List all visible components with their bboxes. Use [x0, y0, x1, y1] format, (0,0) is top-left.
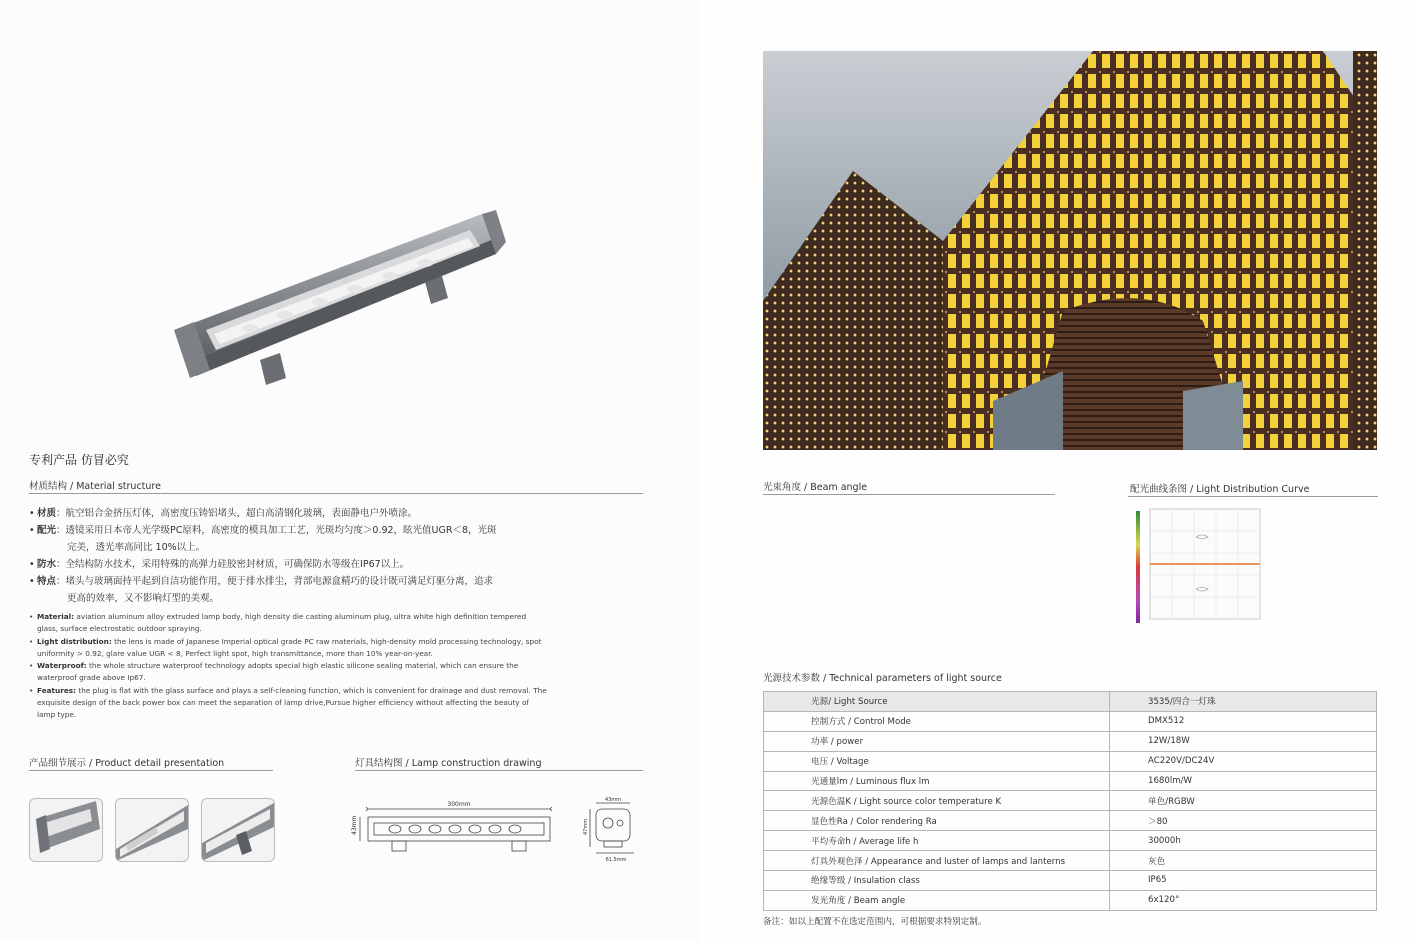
- detail-section-title: 产品细节展示 / Product detail presentation: [29, 758, 225, 769]
- param-key: 功率 / power: [764, 731, 1110, 751]
- param-key: 灯具外观色泽 / Appearance and luster of lamps and lanterns: [764, 851, 1110, 871]
- beam-section-title: 光束角度 / Beam angle: [763, 482, 868, 493]
- slogan: 专利产品 仿冒必究: [29, 453, 129, 467]
- params-row: [764, 890, 1377, 910]
- detail-rule: [29, 770, 273, 771]
- params-row: [764, 731, 1377, 751]
- feature-zh-features-cont: 更高的效率，又不影响灯型的美观。: [67, 593, 220, 604]
- param-key: 电压 / Voltage: [764, 751, 1110, 771]
- params-note: 备注：如以上配置不在选定范围内，可根据要求特别定制。: [763, 917, 987, 927]
- param-key: 显色性Ra / Color rendering Ra: [764, 811, 1110, 831]
- params-row: [764, 831, 1377, 851]
- curve-rule: [1128, 496, 1378, 497]
- param-value: 单色/RGBW: [1110, 791, 1377, 811]
- beam-rule: [763, 494, 1055, 495]
- feature-en-waterproof: • Waterproof: the whole structure waterproof technology adopts special high elastic silicone sealing material, which can ensure the waterproof grade above Ip67.: [29, 660, 549, 685]
- drawing-side-width-label: 43mm: [604, 797, 622, 803]
- features-en-list: [29, 611, 549, 722]
- feature-zh-light: • 配光：透镜采用日本帝人光学级PC原料，高密度的模具加工工艺，光斑均匀度＞0.92，眩光值UGR＜8，光斑: [29, 522, 639, 539]
- params-row: [764, 851, 1377, 871]
- param-value: 1680lm/W: [1110, 771, 1377, 791]
- param-key: 发光角度 / Beam angle: [764, 890, 1110, 910]
- detail-thumb-2: [115, 798, 189, 862]
- param-value: 12W/18W: [1110, 731, 1377, 751]
- param-value: DMX512: [1110, 711, 1377, 731]
- drawing-side-depth-label: 61.5mm: [605, 857, 627, 863]
- material-section-title: 材质结构 / Material structure: [29, 481, 161, 492]
- feature-zh-material: • 材质：航空铝合金挤压灯体，高密度压铸铝堵头，超白高清钢化玻璃，表面静电户外喷涂。: [29, 505, 639, 522]
- param-value: ＞80: [1110, 811, 1377, 831]
- params-row: [764, 692, 1377, 712]
- curve-section-title: 配光曲线条图 / Light Distribution Curve: [1130, 484, 1310, 495]
- params-row: [764, 771, 1377, 791]
- drawing-side-height-label: 47mm: [583, 818, 589, 835]
- params-row: [764, 711, 1377, 731]
- param-key: 绝缘等级 / Insulation class: [764, 871, 1110, 891]
- feature-zh-light-cont: 完美，透光率高同比 10%以上。: [67, 542, 206, 553]
- param-key: 平均寿命h / Average life h: [764, 831, 1110, 851]
- params-row: [764, 871, 1377, 891]
- material-rule: [29, 493, 643, 494]
- feature-en-light: • Light distribution: the lens is made of Japanese Imperial optical grade PC raw materials, high-density mold processing technology, spot uniformity > 0.92, glare value UGR < 8, Perfect light spot, high transmittance, more than 10% year-on-year.: [29, 636, 549, 661]
- feature-en-features: • Features: the plug is flat with the glass surface and plays a self-cleaning function, which is convenient for drainage and dust removal. The exquisite design of the back power box can meet the separation of lamp drive,Pursue higher efficiency without affecting the beauty of lamp type.: [29, 685, 549, 722]
- param-key: 光源/ Light Source: [764, 692, 1110, 712]
- param-key: 控制方式 / Control Mode: [764, 711, 1110, 731]
- param-key: 光源色温K / Light source color temperature K: [764, 791, 1110, 811]
- param-value: IP65: [1110, 871, 1377, 891]
- drawing-length-label: 300mm: [447, 801, 471, 808]
- drawing-rule: [355, 770, 643, 771]
- feature-zh-features: • 特点：堵头与玻璃面持平起到自洁功能作用，便于排水排尘，背部电源盒精巧的设计既可满足灯驱分离，追求: [29, 573, 639, 590]
- param-value: 30000h: [1110, 831, 1377, 851]
- drawing-height-label: 43mm: [351, 815, 358, 835]
- features-zh-list: [29, 505, 639, 607]
- detail-thumb-1: [29, 798, 103, 862]
- param-value: 3535/四合一灯珠: [1110, 692, 1377, 712]
- drawing-section-title: 灯具结构图 / Lamp construction drawing: [355, 758, 542, 769]
- params-row: [764, 811, 1377, 831]
- light-distribution-curve: [1128, 499, 1278, 629]
- construction-drawing: [350, 795, 650, 865]
- building-photo: [763, 51, 1377, 450]
- param-value: AC220V/DC24V: [1110, 751, 1377, 771]
- params-section-title: 光源技术参数 / Technical parameters of light source: [763, 673, 1002, 684]
- param-key: 光通量lm / Luminous flux lm: [764, 771, 1110, 791]
- feature-zh-waterproof: • 防水：全结构防水技术，采用特殊的高弹力硅胶密封材质，可确保防水等级在IP67以上。: [29, 556, 639, 573]
- params-table: [763, 691, 1377, 911]
- detail-thumb-3: [201, 798, 275, 862]
- param-value: 灰色: [1110, 851, 1377, 871]
- param-value: 6x120°: [1110, 890, 1377, 910]
- params-row: [764, 751, 1377, 771]
- feature-en-material: • Material: aviation aluminum alloy extruded lamp body, high density die casting aluminum plug, ultra white high definition tempered glass, surface electrostatic outdoor spraying.: [29, 611, 549, 636]
- params-row: [764, 791, 1377, 811]
- product-image: [170, 210, 510, 410]
